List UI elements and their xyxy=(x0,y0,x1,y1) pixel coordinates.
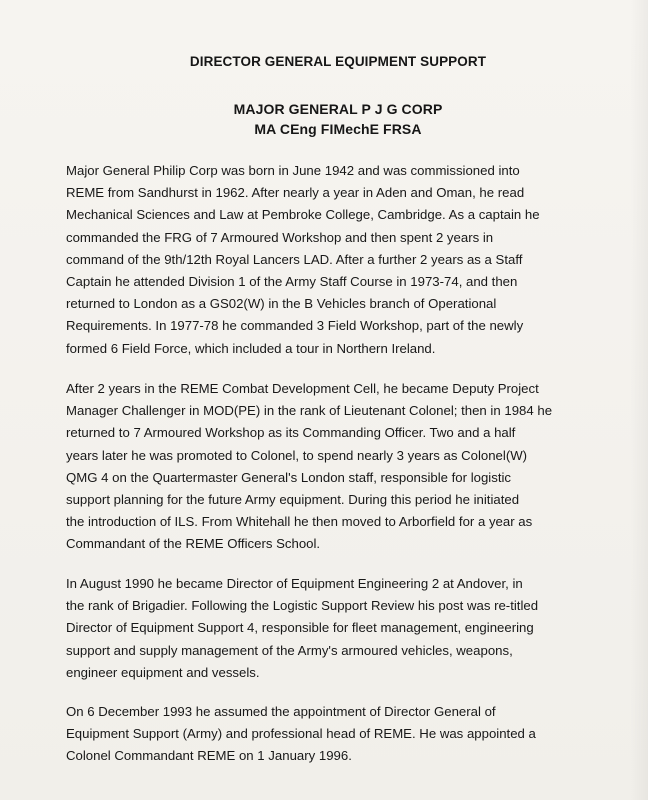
biography-paragraph-2 xyxy=(66,378,626,556)
paragraph-line: Equipment Support (Army) and professional head of REME. He was appointed a xyxy=(66,726,536,742)
paragraph-line: On 6 December 1993 he assumed the appointment of Director General of xyxy=(66,704,496,719)
document-heading: DIRECTOR GENERAL EQUIPMENT SUPPORT xyxy=(189,54,487,69)
paragraph-line: Major General Philip Corp was born in June 1942 and was commissioned into xyxy=(66,163,520,178)
paragraph-line: Director of Equipment Support 4, responsible for fleet management, engineering xyxy=(66,620,534,636)
paragraph-line: returned to 7 Armoured Workshop as its Commanding Officer. Two and a half xyxy=(66,425,516,441)
paragraph-line: commanded the FRG of 7 Armoured Workshop and then spent 2 years in xyxy=(66,229,494,245)
paragraph-line: engineer equipment and vessels. xyxy=(66,664,260,680)
paragraph-line: command of the 9th/12th Royal Lancers LAD. After a further 2 years as a Staff xyxy=(66,251,523,267)
paragraph-line: After 2 years in the REME Combat Development Cell, he became Deputy Project xyxy=(66,381,539,396)
paragraph-line: Commandant of the REME Officers School. xyxy=(66,536,321,552)
paragraph-line: REME from Sandhurst in 1962. After nearly a year in Aden and Oman, he read xyxy=(66,185,525,201)
paragraph-line: QMG 4 on the Quartermaster General's London staff, responsible for logistic xyxy=(66,469,512,485)
paragraph-line: Captain he attended Division 1 of the Army Staff Course in 1973-74, and then xyxy=(66,274,518,290)
paragraph-line: In August 1990 he became Director of Equipment Engineering 2 at Andover, in xyxy=(66,576,523,591)
paragraph-line: Mechanical Sciences and Law at Pembroke College, Cambridge. As a captain he xyxy=(66,207,540,223)
paragraph-line: Manager Challenger in MOD(PE) in the rank of Lieutenant Colonel; then in 1984 he xyxy=(66,403,553,419)
biography-paragraph-1 xyxy=(66,160,626,360)
paragraph-line: the rank of Brigadier. Following the Logistic Support Review his post was re-titled xyxy=(66,598,539,614)
page-edge-shadow xyxy=(630,0,648,800)
paragraph-line: returned to London as a GS02(W) in the B Vehicles branch of Operational xyxy=(66,296,497,312)
paragraph-line: Requirements. In 1977-78 he commanded 3 Field Workshop, part of the newly xyxy=(66,318,524,334)
officer-qualifications: MA CEng FIMechE FRSA xyxy=(254,121,422,137)
officer-name: MAJOR GENERAL P J G CORP xyxy=(233,101,443,117)
paragraph-line: formed 6 Field Force, which included a tour in Northern Ireland. xyxy=(66,340,436,356)
paragraph-line: years later he was promoted to Colonel, to spend nearly 3 years as Colonel(W) xyxy=(66,447,528,463)
paragraph-line: Colonel Commandant REME on 1 January 1996. xyxy=(66,748,352,764)
paragraph-line: support and supply management of the Army's armoured vehicles, weapons, xyxy=(66,642,513,658)
biography-paragraph-4 xyxy=(66,701,626,768)
biography-paragraph-3 xyxy=(66,573,626,684)
paragraph-line: support planning for the future Army equipment. During this period he initiated xyxy=(66,492,520,508)
paragraph-line: the introduction of ILS. From Whitehall he then moved to Arborfield for a year as xyxy=(66,514,533,530)
